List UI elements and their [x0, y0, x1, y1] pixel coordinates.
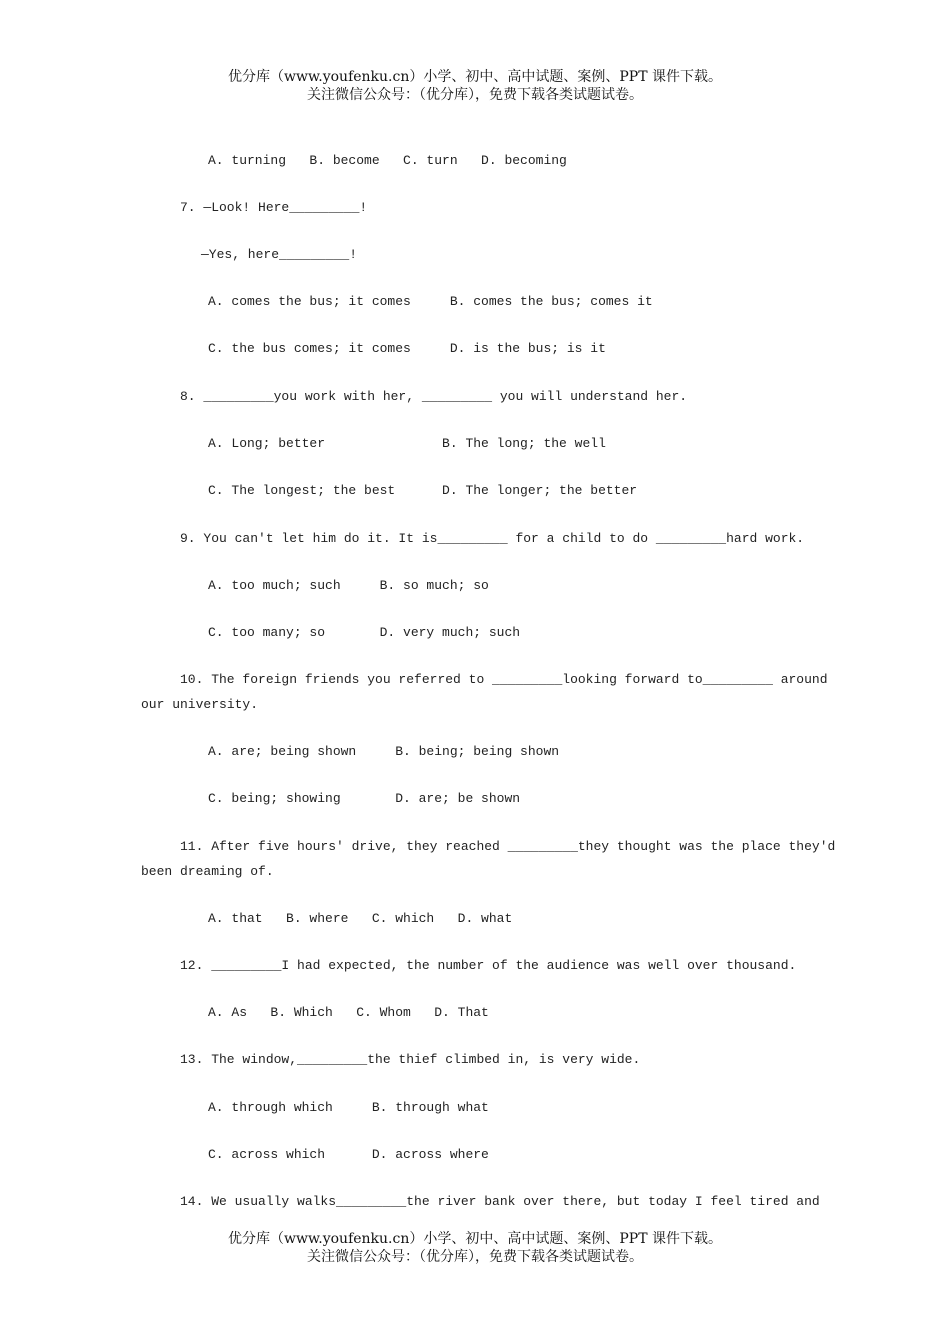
q13-options-2: C. across which D. across where	[208, 1147, 489, 1162]
q10-stem-line-1: 10. The foreign friends you referred to _________looking forward to_________ around	[180, 672, 828, 687]
q13-stem: 13. The window,_________the thief climbed in, is very wide.	[180, 1052, 641, 1067]
q8-options-2: C. The longest; the best D. The longer; the better	[208, 483, 638, 498]
page-header	[0, 68, 950, 104]
q7-options-1: A. comes the bus; it comes B. comes the bus; comes it	[208, 294, 653, 309]
q12-stem: 12. _________I had expected, the number of the audience was well over thousand.	[180, 958, 797, 973]
q7-stem-2: —Yes, here_________!	[201, 247, 358, 262]
q11-stem-line-1: 11. After five hours' drive, they reached _________they thought was the place they'd	[180, 839, 836, 854]
q11-options: A. that B. where C. which D. what	[208, 911, 513, 926]
header-line-1: 优分库（www.youfenku.cn）小学、初中、高中试题、案例、PPT 课件下载。	[227, 69, 722, 85]
q14-stem: 14. We usually walks_________the river bank over there, but today I feel tired and	[180, 1194, 820, 1209]
q8-stem: 8. _________you work with her, _________ you will understand her.	[180, 389, 688, 404]
header-line-2: 关注微信公众号：（优分库），免费下载各类试题试卷。	[307, 87, 643, 103]
q8-options-1: A. Long; better B. The long; the well	[208, 436, 606, 451]
q10-options-1: A. are; being shown B. being; being shown	[208, 744, 560, 759]
q9-options-1: A. too much; such B. so much; so	[208, 578, 489, 593]
q7-options-2: C. the bus comes; it comes D. is the bus; is it	[208, 341, 606, 356]
q12-options: A. As B. Which C. Whom D. That	[208, 1005, 489, 1020]
q11-stem-line-2: been dreaming of.	[141, 864, 274, 879]
q9-stem: 9. You can't let him do it. It is_________ for a child to do _________hard work.	[180, 531, 805, 546]
q10-stem-line-2: our university.	[141, 697, 259, 712]
q10-options-2: C. being; showing D. are; be shown	[208, 791, 521, 806]
q9-options-2: C. too many; so D. very much; such	[208, 625, 521, 640]
page-footer	[0, 1230, 950, 1266]
footer-line-2: 关注微信公众号：（优分库），免费下载各类试题试卷。	[307, 1249, 643, 1265]
footer-line-1: 优分库（www.youfenku.cn）小学、初中、高中试题、案例、PPT 课件下载。	[227, 1231, 722, 1247]
q13-options-1: A. through which B. through what	[208, 1100, 489, 1115]
q6-options: A. turning B. become C. turn D. becoming	[208, 153, 567, 168]
q7-stem-1: 7. —Look! Here_________!	[180, 200, 368, 215]
